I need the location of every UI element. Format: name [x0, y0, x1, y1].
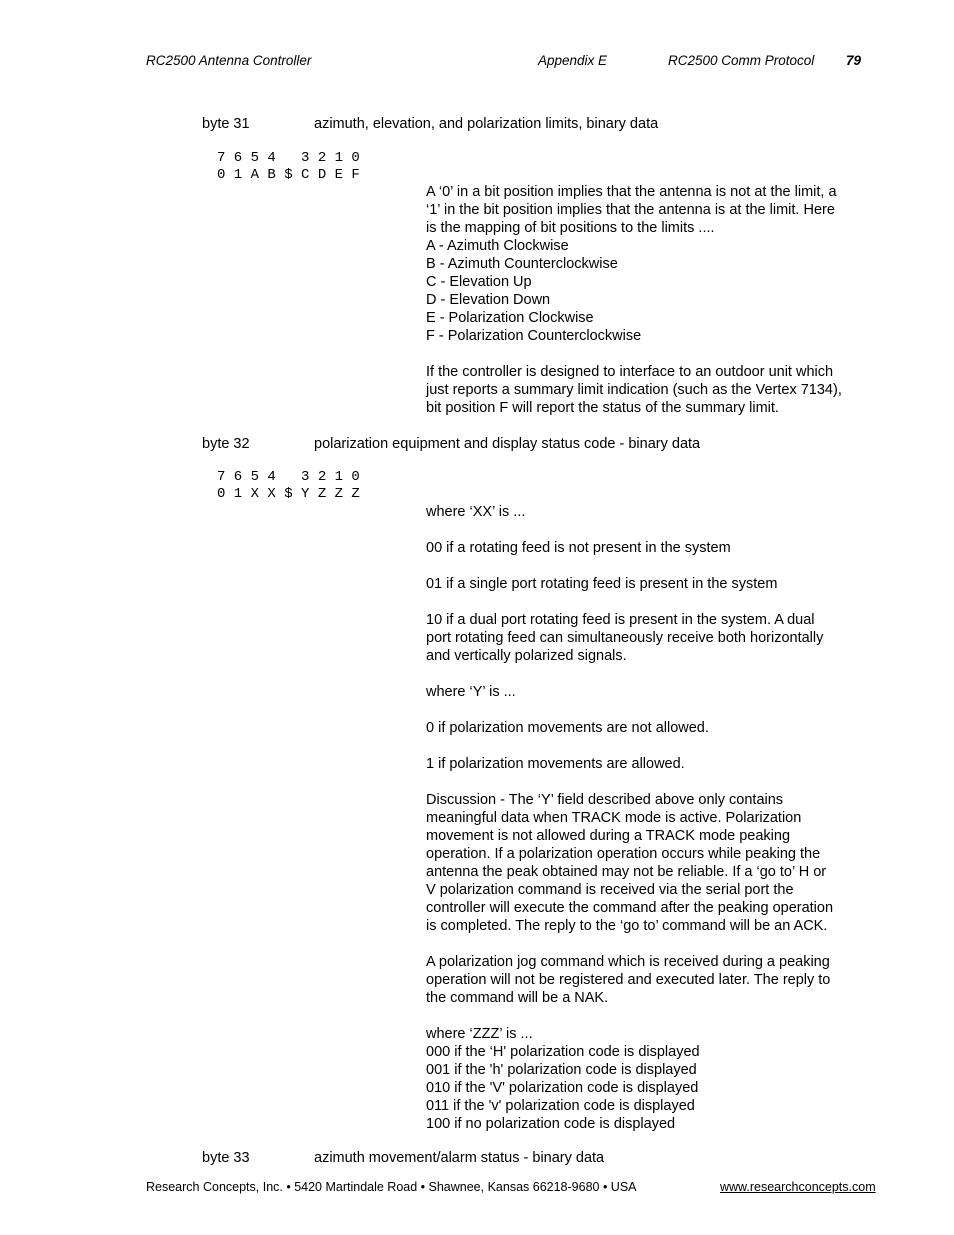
description-line: A - Azimuth Clockwise: [426, 238, 569, 254]
description-line: 00 if a rotating feed is not present in the system: [426, 540, 731, 556]
description-line: where ‘ZZZ’ is ...: [426, 1026, 533, 1042]
description-line: B - Azimuth Counterclockwise: [426, 256, 618, 272]
paragraph-gap: [426, 1007, 886, 1025]
paragraph-gap: [426, 773, 886, 791]
description-line: F - Polarization Counterclockwise: [426, 328, 642, 344]
description-line: bit position F will report the status of the summary limit.: [426, 400, 779, 416]
description-line: A polarization jog command which is received during a peaking: [426, 954, 830, 970]
description-line: meaningful data when TRACK mode is active. Polarization: [426, 810, 802, 826]
paragraph-gap: [426, 701, 886, 719]
paragraph-gap: [426, 345, 886, 363]
footer-website-link[interactable]: www.researchconcepts.com: [720, 1180, 876, 1194]
description-line: 10 if a dual port rotating feed is present in the system. A dual: [426, 612, 815, 628]
description-line: where ‘XX’ is ...: [426, 504, 526, 520]
description-line: 100 if no polarization code is displayed: [426, 1116, 676, 1132]
description-line: where ‘Y’ is ...: [426, 684, 516, 700]
description-line: 01 if a single port rotating feed is present in the system: [426, 576, 778, 592]
footer-address: Research Concepts, Inc. • 5420 Martindale Road • Shawnee, Kansas 66218-9680 • USA: [146, 1180, 637, 1194]
description-line: 001 if the 'h' polarization code is displayed: [426, 1062, 697, 1078]
description-line: V polarization command is received via the serial port the: [426, 882, 794, 898]
byte31-title: azimuth, elevation, and polarization limits, binary data: [314, 116, 659, 132]
description-line: controller will execute the command after the peaking operation: [426, 900, 834, 916]
byte31-label: byte 31: [202, 116, 250, 132]
description-line: Discussion - The ‘Y’ field described above only contains: [426, 792, 784, 808]
description-line: 1 if polarization movements are allowed.: [426, 756, 685, 772]
description-line: ‘1’ in the bit position implies that the antenna is at the limit. Here: [426, 202, 835, 218]
byte32-bit-positions: 7 6 5 4 3 2 1 0: [217, 469, 360, 485]
page-number: 79: [846, 53, 862, 68]
description-line: operation. If a polarization operation occurs while peaking the: [426, 846, 821, 862]
description-line: the command will be a NAK.: [426, 990, 609, 1006]
description-line: operation will not be registered and executed later. The reply to: [426, 972, 831, 988]
description-line: D - Elevation Down: [426, 292, 551, 308]
paragraph-gap: [426, 521, 886, 539]
paragraph-gap: [426, 665, 886, 683]
description-line: 000 if the ‘H' polarization code is displayed: [426, 1044, 700, 1060]
description-line: 0 if polarization movements are not allowed.: [426, 720, 709, 736]
paragraph-gap: [426, 593, 886, 611]
byte32-bit-values: 0 1 X X $ Y Z Z Z: [217, 486, 360, 502]
description-line: C - Elevation Up: [426, 274, 532, 290]
description-line: 010 if the 'V' polarization code is displayed: [426, 1080, 699, 1096]
byte31-bit-values: 0 1 A B $ C D E F: [217, 167, 360, 183]
byte32-title: polarization equipment and display status code - binary data: [314, 436, 701, 452]
paragraph-gap: [426, 557, 886, 575]
byte32-label: byte 32: [202, 436, 250, 452]
description-line: antenna the peak obtained may not be reliable. If a ‘go to’ H or: [426, 864, 827, 880]
byte31-description: [426, 183, 886, 417]
header-section: RC2500 Comm Protocol: [668, 53, 815, 68]
description-line: is completed. The reply to the ‘go to’ command will be an ACK.: [426, 918, 828, 934]
byte33-label: byte 33: [202, 1150, 250, 1166]
description-line: E - Polarization Clockwise: [426, 310, 594, 326]
description-line: If the controller is designed to interface to an outdoor unit which: [426, 364, 834, 380]
paragraph-gap: [426, 737, 886, 755]
header-appendix: Appendix E: [538, 53, 608, 68]
description-line: port rotating feed can simultaneously receive both horizontally: [426, 630, 824, 646]
description-line: 011 if the 'v' polarization code is displayed: [426, 1098, 695, 1114]
description-line: A ‘0’ in a bit position implies that the antenna is not at the limit, a: [426, 184, 837, 200]
byte32-description: [426, 503, 886, 1133]
description-line: movement is not allowed during a TRACK mode peaking: [426, 828, 791, 844]
description-line: is the mapping of bit positions to the limits ....: [426, 220, 715, 236]
byte31-bit-positions: 7 6 5 4 3 2 1 0: [217, 150, 360, 166]
paragraph-gap: [426, 935, 886, 953]
description-line: just reports a summary limit indication (such as the Vertex 7134),: [426, 382, 842, 398]
byte33-title: azimuth movement/alarm status - binary data: [314, 1150, 605, 1166]
header-doc-title: RC2500 Antenna Controller: [146, 53, 312, 68]
description-line: and vertically polarized signals.: [426, 648, 627, 664]
